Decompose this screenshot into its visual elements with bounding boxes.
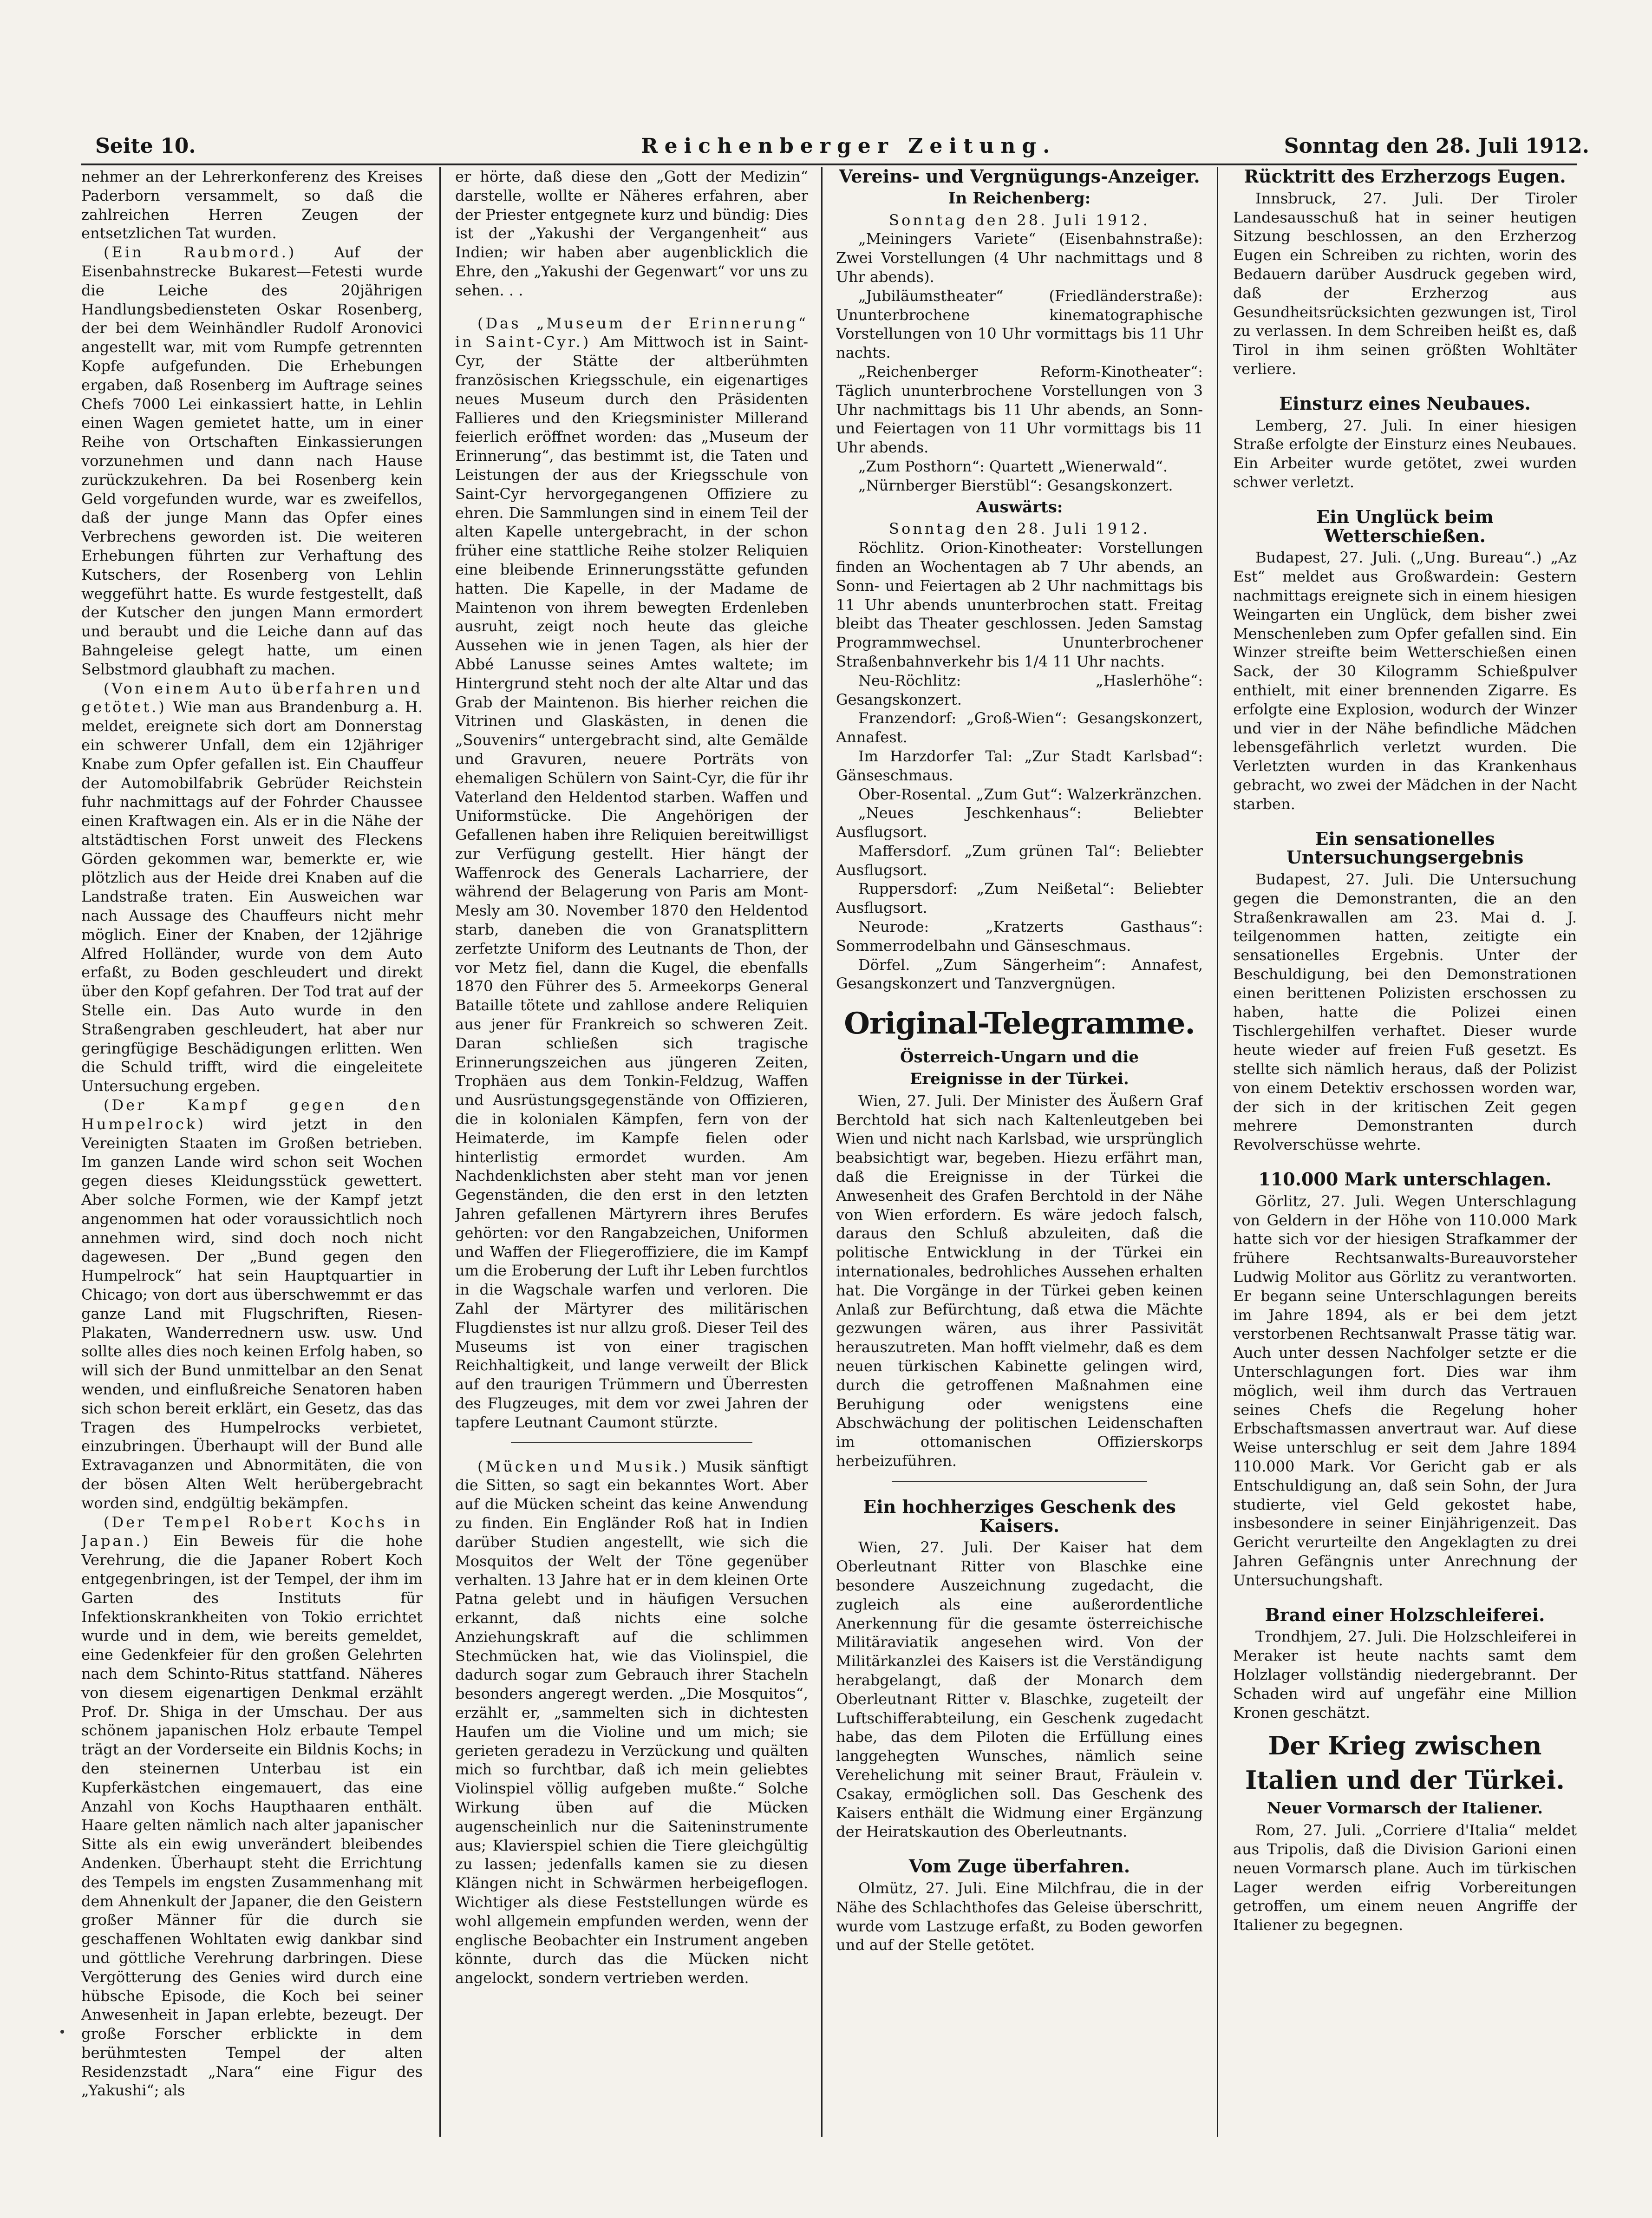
article-heading: Vom Zuge überfahren. xyxy=(908,1856,1130,1877)
article-text: wird jetzt in den Vereinigten Staaten im Großen betrieben. Im ganzen Lande wird schon seit Wochen gegen dieses Kleidungsstück gewettert. Aber solche Formen, wie der Kampf jetzt angenommen hat oder voraussichtlich noch annehmen wird, sind doch noch nicht dagewesen. Der „Bund gegen den Humpelrock“ hat sein Hauptquartier in Chicago; von dort aus überschwemmt er das ganze Land mit Flugschriften, Riesen-Plakaten, Wanderrednern usw. usw. Und sollte alles dies noch keinen Erfolg haben, so will sich der Bund unmittelbar an den Senat wenden, und einflußreiche Senatoren haben sich schon bereit erklärt, ein Gesetz, das das Tragen des Humpelrocks verbietet, einzubringen. Überhaupt will der Bund alle Extravaganzen und Abnormitäten, die von der bösen Alten Welt herübergebracht worden sind, endgültig bekämpfen. xyxy=(81,1115,423,1512)
article-text: Innsbruck, 27. Juli. Der Tiroler Landesausschuß hat in seiner heutigen Sitzung beschlossen, an den Erzherzog Eugen ein Schreiben zu richten, worin des Bedauern darüber Ausdruck gegeben wird, daß der Erzherzog aus Gesundheitsrücksichten gezwungen ist, Tirol zu verlassen. In dem Schreiben heißt es, daß Tirol in ihm seinen größten Wohltäter verliere. xyxy=(1233,189,1577,378)
column-rule-2 xyxy=(821,167,823,2137)
article-heading: (Der Tempel Robert Kochs in Japan.) xyxy=(81,1513,423,1550)
article-heading-line1: Österreich-Ungarn und die xyxy=(900,1048,1139,1067)
article-text: Trondhjem, 27. Juli. Die Holzschleiferei in Meraker ist heute nachts samt dem Holzlager vollständig niedergebrannt. Der Schaden wird auf ungefähr eine Million Kronen geschätzt. xyxy=(1233,1628,1577,1721)
listing-item: Dörfel. „Zum Sängerheim“: Annafest, Gesangskonzert und Tanzvergnügen. xyxy=(836,955,1203,993)
header-rule xyxy=(81,164,1577,165)
article-text: Auf der Eisenbahnstrecke Bukarest—Fetesti wurde die Leiche des 20jährigen Handlungsbediensteten Oskar Rosenberg, der bei dem Weinhändler Rudolf Aronovici angestellt war, mit vom Rumpfe getrennten Kopfe aufgefunden. Die Erhebungen ergaben, daß Rosenberg im Auftrage seines Chefs 7000 Lei einkassiert hatte, in Lehlin einen Wagen gemietet hatte, um in einer Reihe von Ortschaften Einkassierungen vorzunehmen und dann nach Hause zurückzukehren. Da bei Rosenberg kein Geld vorgefunden wurde, war es zweifellos, daß der junge Mann das Opfer eines Verbrechens geworden ist. Die weiteren Erhebungen führten zur Verhaftung des Kutschers, der Rosenberg von Lehlin weggeführt hatte. Es wurde festgestellt, daß der Kutscher den jungen Mann ermordert und beraubt und die Leiche dann auf das Bahngeleise gelegt hatte, um einen Selbstmord glaubhaft zu machen. xyxy=(81,243,423,678)
listing-item: Maffersdorf. „Zum grünen Tal“: Beliebter Ausflugsort. xyxy=(836,842,1203,879)
listing-item: Röchlitz. Orion-Kinotheater: Vorstellungen finden an Wochentagen ab 7 Uhr abends, an Sonn- und Feiertagen ab 2 Uhr nachmittags bis 11 Uhr abends ununterbrochen statt. Freitag bleibt das Theater geschlossen. Jeden Samstag Programmwechsel. Ununterbrochener Straßenbahnverkehr bis 1/4 11 Uhr nachts. xyxy=(836,539,1203,670)
article-heading: Ein hochherziges Geschenk des Kaisers. xyxy=(863,1496,1176,1536)
issue-date: Sonntag den 28. Juli 1912. xyxy=(1284,134,1589,158)
section-divider xyxy=(511,1442,752,1443)
article-heading: (Das „Museum der Erinnerung“ in Saint-Cyr.) xyxy=(455,314,808,351)
listing-item: Neurode: „Kratzerts Gasthaus“: Sommerrodelbahn und Gänseschmaus. xyxy=(836,918,1203,955)
subheading-reichenberg: In Reichenberg: xyxy=(948,189,1091,208)
article-text: Wien, 27. Juli. Der Minister des Äußern Graf Berchtold hat sich nach Kaltenleutgeben bei Wien und nicht nach Karlsbad, wie ursprünglich beabsichtigt war, begeben. Hiezu erfährt man, daß die Ereignisse in der Türkei die Anwesenheit des Grafen Berchtold in der Nähe von Wien erfordern. Es wäre jedoch falsch, daraus den Schluß abzuleiten, daß die politische Entwicklung in der Türkei ein internationales, bedrohliches Aussehen erhalten hat. Die Vorgänge in der Türkei geben keinen Anlaß zur Befürchtung, daß etwa die Mächte gezwungen wären, aus ihrer Passivität herauszutreten. Man hofft vielmehr, daß es dem neuen türkischen Kabinette gelingen wird, durch die getroffenen Maßnahmen eine Beruhigung oder wenigstens eine Abschwächung der politischen Leidenschaften im ottomanischen Offizierskorps herbeizuführen. xyxy=(836,1092,1203,1470)
column-4 xyxy=(1233,167,1577,2141)
article-koch-tempel xyxy=(81,1513,423,2100)
page-mark xyxy=(60,2030,64,2034)
article-text: Olmütz, 27. Juli. Eine Milchfrau, die in der Nähe des Schlachthofes das Geleise überschritt, wurde vom Lastzuge erfaßt, zu Boden geworfen und auf der Stelle getötet. xyxy=(836,1879,1203,1954)
article-heading: (Ein Raubmord.) xyxy=(104,243,297,262)
article-text: Musik sänftigt die Sitten, so sagt ein bekanntes Wort. Aber auf die Mücken scheint das keine Anwendung zu finden. Ein Engländer Roß hat in Indien darüber Studien angestellt, wie sich die Mosquitos der Welt der Töne gegenüber verhalten. 13 Jahre hat er in dem kleinen Orte Patna gelebt und in häufigen Versuchen erkannt, daß nichts eine solche Anziehungskraft auf die schlimmen Stechmücken hat, wie das Violinspiel, die dadurch sogar zum Gebrauch ihrer Stacheln besonders angeregt werden. „Die Mosquitos“, erzählt er, „sammelten sich in dichtesten Haufen um die Violine und um mich; sie gerieten geradezu in Verzückung und quälten mich so furchtbar, daß ich mein geliebtes Violinspiel völlig aufgeben mußte.“ Solche Wirkung üben auf die Mücken augenscheinlich nur die Saiteninstrumente aus; Klavierspiel schien die Tiere gleichgültig zu lassen; jedenfalls kamen sie zu diesen Klängen nicht in Schwärmen herbeigeflogen. Wichtiger als diese Feststellungen würde es wohl allgemein empfunden werden, wenn der englische Beobachter ein Instrument angeben könnte, durch das die Mücken nicht angelockt, sondern vertrieben werden. xyxy=(455,1457,808,1987)
listing-item: „Neues Jeschkenhaus“: Beliebter Ausflugsort. xyxy=(836,804,1203,841)
article-subheading: Neuer Vormarsch der Italiener. xyxy=(1267,1799,1543,1818)
article-humpelrock xyxy=(81,1096,423,1513)
subheading-auswaerts: Auswärts: xyxy=(976,497,1063,517)
article-heading: Brand einer Holzschleiferei. xyxy=(1265,1604,1545,1625)
article-text: Wie man aus Brandenburg a. H. meldet, ereignete sich dort am Donnerstag ein schwerer Unfall, dem ein 12jähriger Knabe zum Opfer gefallen ist. Ein Chauffeur der Automobilfabrik Gebrüder Reichstein fuhr nachmittags auf der Fohrder Chaussee einen Kraftwagen ein. Als er in die Nähe der altstädtischen Forst unweit des Fleckens Görden gekommen war, bemerkte er, wie plötzlich aus der Heide drei Knaben auf die Landstraße traten. Ein Ausweichen war nach Aussage des Chauffeurs nicht mehr möglich. Einer der Knaben, der 12jährige Alfred Holländer, wurde von dem Auto erfaßt, zu Boden geschleudert und direkt über den Kopf gefahren. Der Tod trat auf der Stelle ein. Das Auto wurde in den Straßengraben geschleudert, hat aber nur geringfügige Beschädigungen erlitten. Wen die Schuld trifft, wird die eingeleitete Untersuchung ergeben. xyxy=(81,698,423,1095)
article-heading: (Der Kampf gegen den Humpelrock) xyxy=(81,1096,423,1133)
newspaper-title: Reichenberger Zeitung. xyxy=(641,134,1057,158)
listing-date: Sonntag den 28. Juli 1912. xyxy=(889,211,1150,229)
listing-item: Ober-Rosental. „Zum Gut“: Walzerkränzchen. xyxy=(858,785,1202,803)
article-heading: Einsturz eines Neubaues. xyxy=(1279,393,1531,414)
article-heading: (Mücken und Musik.) xyxy=(477,1457,689,1475)
listing-item: „Zum Posthorn“: Quartett „Wienerwald“. xyxy=(858,457,1168,475)
article-heading: (Von einem Auto überfahren und getötet.) xyxy=(81,679,423,716)
article-text: er hörte, daß diese den „Gott der Medizin“ darstelle, wollte er Näheres erfahren, aber der Priester entgegnete kurz und bündig: Dies ist der „Yakushi der Vergangenheit“ aus Indien; wir haben aber augenblicklich die Ehre, den „Yakushi der Gegenwart“ vor uns zu sehen. . . xyxy=(455,168,808,299)
listing-item: Ruppersdorf: „Zum Neißetal“: Beliebter Ausflugsort. xyxy=(836,880,1203,917)
article-text: Wien, 27. Juli. Der Kaiser hat dem Oberleutnant Ritter von Blaschke eine besondere Auszeichnung zugedacht, die zugleich als eine außerordentliche Anerkennung für die gesamte österreichische Militäraviatik angesehen wird. Von der Militärkanzlei des Kaisers ist die Verständigung herabgelangt, daß der Monarch dem Oberleutnant Ritter v. Blaschke, zugeteilt der Luftschifferabteilung, ein Geschenk zugedacht habe, das dem Piloten die Erfüllung eines langgehegten Wunsches, nämlich seine Verehelichung mit seiner Braut, Fräulein v. Csakay, ermöglichen soll. Das Geschenk des Kaisers enthält die Widmung einer Ergänzung der Heiratskaution des Oberleutnants. xyxy=(836,1538,1203,1841)
article-text: Ein Beweis für die hohe Verehrung, die die Japaner Robert Koch entgegenbringen, ist der Tempel, der ihm im Garten des Instituts für Infektionskrankheiten von Tokio errichtet wurde und in dem, wie bereits gemeldet, eine Gedenkfeier für den großen Gelehrten nach dem Schinto-Ritus stattfand. Näheres von diesem eigenartigen Denkmal erzählt Prof. Dr. Shiga in der Umschau. Der aus schönem japanischen Holz erbaute Tempel trägt an der Vorderseite ein Bildnis Kochs; in den steinernen Unterbau ist ein Kupferkästchen eingemauert, das eine Anzahl von Kochs Haupthaaren enthält. Haare gelten nämlich nach alter japanischer Sitte als ein ewig unverändert bleibendes Andenken. Überhaupt steht die Errichtung des Tempels im engsten Zusammenhang mit dem Ahnenkult der Japaner, die den Geistern großer Männer für die durch sie geschaffenen Wohltaten ewig dankbar sind und göttliche Verehrung darbringen. Diese Vergötterung des Genies wird durch eine hübsche Episode, die Koch bei seiner Anwesenheit in Japan erlebte, bezeugt. Der große Forscher erblickte in dem berühmtesten Tempel der alten Residenzstadt „Nara“ eine Figur des „Yakushi“; als xyxy=(81,1532,423,2100)
listing-item: Neu-Röchlitz: „Haslerhöhe“: Gesangskonzert. xyxy=(836,671,1203,708)
listing-item: „Jubiläumstheater“ (Friedländerstraße): Ununterbrochene kinematographische Vorstellungen von 10 Uhr vormittags bis 11 Uhr nachts. xyxy=(836,287,1203,362)
column-rule-1 xyxy=(439,167,441,2137)
listing-item: Franzendorf: „Groß-Wien“: Gesangskonzert, Annafest. xyxy=(836,709,1203,746)
article-heading-line2: Ereignisse in der Türkei. xyxy=(910,1070,1129,1089)
article-text: Budapest, 27. Juli. („Ung. Bureau“.) „Az Est“ meldet aus Großwardein: Gestern nachmittags ereignete sich in einem hiesigen Weingarten ein Unglück, dem bisher zwei Menschenleben zum Opfer gefallen sind. Ein Winzer streifte beim Wetterschießen einen Sack, der 30 Kilogramm Schießpulver enthielt, mit einer brennenden Zigarre. Es erfolgte eine Explosion, wodurch der Winzer und vier in der Nähe befindliche Mädchen lebensgefährlich verletzt wurden. Die Verletzten wurden in das Krankenhaus gebracht, wo zwei der Mädchen in der Nacht starben. xyxy=(1233,549,1577,813)
article-text: Budapest, 27. Juli. Die Untersuchung gegen die Demonstranten, die an den Straßenkrawallen am 23. Mai d. J. teilgenommen hatten, zeitigte ein sensationelles Ergebnis. Unter der Beschuldigung, bei den Demonstrationen einen berittenen Polizisten erschossen zu haben, hatte die Polizei einen Tischlergehilfen verhaftet. Dieser wurde heute wieder auf freien Fuß gesetzt. Es stellte sich nämlich heraus, daß der Polizist von einem Detektiv erschossen worden war, der sich in der kritischen Zeit gegen mehrere Demonstranten durch Revolverschüsse wehrte. xyxy=(1233,870,1577,1154)
article-heading: 110.000 Mark unterschlagen. xyxy=(1258,1169,1552,1190)
article-text: nehmer an der Lehrerkonferenz des Kreises Paderborn versammelt, so daß die zahlreichen Herren Zeugen der entsetzlichen Tat wurden. xyxy=(81,168,423,242)
column-rule-3 xyxy=(1217,167,1218,2137)
article-heading: Rücktritt des Erzherzogs Eugen. xyxy=(1244,167,1566,187)
article-muecken xyxy=(455,1457,808,1988)
article-auto xyxy=(81,679,423,1096)
page-number: Seite 10. xyxy=(95,134,196,158)
section-heading-telegramme: Original-Telegramme. xyxy=(844,1006,1195,1041)
column-1 xyxy=(81,167,423,2141)
section-heading-krieg-line2: Italien und der Türkei. xyxy=(1245,1765,1565,1795)
column-3 xyxy=(836,167,1203,2141)
listing-item: Im Harzdorfer Tal: „Zur Stadt Karlsbad“: Gänseschmaus. xyxy=(836,747,1203,784)
article-text: Görlitz, 27. Juli. Wegen Unterschlagung von Geldern in der Höhe von 110.000 Mark hatte sich vor der hiesigen Strafkammer der frühere Rechtsanwalts-Bureauvorsteher Ludwig Molitor aus Görlitz zu verantworten. Er begann seine Unterschlagungen bereits im Jahre 1894, als er bei dem jetzt verstorbenen Rechtsanwalt Prasse tätig war. Auch unter dessen Nachfolger setzte er die Unterschlagungen fort. Dies war ihm möglich, weil ihm durch das Vertrauen seines Chefs die Regelung hoher Erbschaftsmassen anvertraut war. Auf diese Weise unterschlug er seit dem Jahre 1894 110.000 Mark. Vor Gericht gab er als Entschuldigung an, daß sein Sohn, der Jura studierte, viel Geld gekostet habe, insbesondere in seiner Einjährigenzeit. Das Gericht verurteilte den Angeklagten zu drei Jahren Gefängnis unter Anrechnung der Untersuchungshaft. xyxy=(1233,1192,1577,1589)
article-heading: Ein sensationelles Untersuchungsergebnis xyxy=(1286,828,1524,868)
listing-item: „Reichenberger Reform-Kinotheater“: Täglich ununterbrochene Vorstellungen von 3 Uhr nachmittags bis 11 Uhr abends, an Sonn- und Feiertagen von 11 Uhr vormittags bis 11 Uhr abends. xyxy=(836,362,1203,457)
article-raubmord xyxy=(81,243,423,679)
listing-item: „Nürnberger Bierstübl“: Gesangskonzert. xyxy=(858,476,1173,494)
listing-item: „Meiningers Variete“ (Eisenbahnstraße): Zwei Vorstellungen (4 Uhr nachmittags und 8 Uhr abends). xyxy=(836,230,1203,286)
listing-date: Sonntag den 28. Juli 1912. xyxy=(889,520,1150,538)
article-heading: Ein Unglück beim Wetterschießen. xyxy=(1316,506,1494,546)
section-heading-vereine: Vereins- und Vergnügungs-Anzeiger. xyxy=(839,167,1200,187)
article-saint-cyr xyxy=(455,314,808,1432)
article-text: Lemberg, 27. Juli. In einer hiesigen Straße erfolgte der Einsturz eines Neubaues. Ein Arbeiter wurde getötet, zwei wurden schwer verletzt. xyxy=(1233,416,1577,491)
article-text: Am Mittwoch ist in Saint-Cyr, der Stätte der altberühmten französischen Kriegsschule, ein eigenartiges neues Museum durch den Präsidenten Fallieres und den Kriegsminister Millerand feierlich eröffnet worden: das „Museum der Erinnerung“, das bestimmt ist, die Taten und Leistungen der aus der Kriegsschule von Saint-Cyr hervorgegangenen Offiziere zu ehren. Die Sammlungen sind in einem Teil der alten Kapelle untergebracht, in der schon früher eine stattliche Reihe stolzer Reliquien eine bleibende Erinnerungsstätte gefunden hatten. Die Kapelle, in der Madame de Maintenon von ihrem bewegten Erdenleben ausruht, zeigt noch heute das gleiche Aussehen wie in jenen Tagen, als hier der Abbé Lanusse seines Amtes waltete; im Hintergrund steht noch der alte Altar und das Grab der Maintenon. Bis hierher reichen die Vitrinen und Glaskästen, in denen die „Souvenirs“ untergebracht sind, alte Gemälde und Gravuren, neuere Porträts von ehemaligen Schülern von Saint-Cyr, die für ihr Vaterland den Heldentod starben. Waffen und Uniformstücke. Die Angehörigen der Gefallenen haben ihre Reliquien bereitwilligst zur Verfügung gestellt. Hier hängt der Waffenrock des Generals Lacharriere, der während der Belagerung von Paris am Mont-Mesly am 30. November 1870 den Heldentod starb, daneben die von Granatsplittern zerfetzte Uniform des Leutnants de Thon, der vor Metz fiel, dann die Kugel, die ebenfalls 1870 den Führer des 5. Armeekorps General Bataille tötete und zahllose andere Reliquien aus jener für Frankreich so schweren Zeit. Daran schließen sich tragische Erinnerungszeichen aus jüngeren Zeiten, Trophäen aus dem Tonkin-Feldzug, Waffen und Ausrüstungsgegenstände von Offizieren, die in kolonialen Kämpfen, fern von der Heimaterde, im Kampfe fielen oder hinterlistig ermordet wurden. Am Nachdenklichsten aber steht man vor jenen Gegenständen, die den erst in den letzten Jahren gefallenen Märtyrern ihres Berufes gehörten: vor den Rangabzeichen, Uniformen und Waffen der Fliegeroffiziere, die im Kampf um die Eroberung der Luft ihr Leben furchtlos in die Wagschale warfen und verloren. Die Zahl der Märtyrer des militärischen Flugdienstes ist nur allzu groß. Dieser Teil des Museums ist von einer tragischen Reichhaltigkeit, und lange verweilt der Blick auf den traurigen Trümmern und Überresten des Flugzeuges, mit dem vor zwei Jahren der tapfere Leutnant Caumont stürzte. xyxy=(455,333,808,1431)
column-2 xyxy=(455,167,808,2132)
article-text: Rom, 27. Juli. „Corriere d'Italia“ meldet aus Tripolis, daß die Division Garioni einen neuen Vormarsch plane. Auch im türkischen Lager werden eifrig Vorbereitungen getroffen, um einem neuen Angriffe der Italiener zu begegnen. xyxy=(1233,1821,1577,1934)
section-heading-krieg-line1: Der Krieg zwischen xyxy=(1268,1731,1542,1761)
section-divider xyxy=(892,1481,1147,1482)
